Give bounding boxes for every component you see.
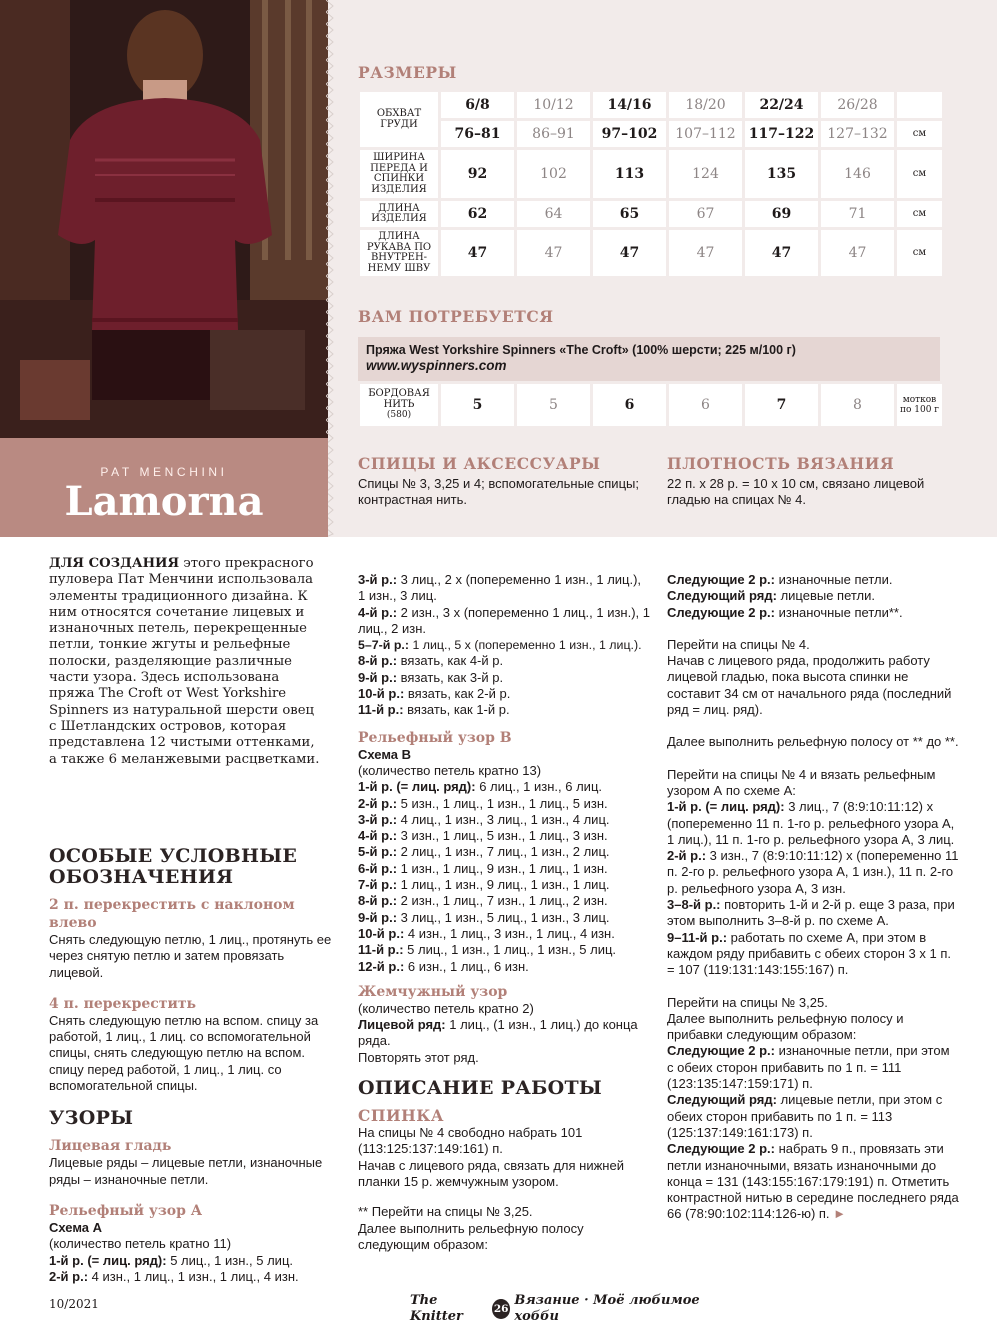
list-item: Следующий ряд: лицевые петли, при этом с обеих сторон прибавить по 1 п. = 113 (125:137:149:161:173) п. <box>667 1092 943 1140</box>
sizes-title: РАЗМЕРЫ <box>358 63 457 82</box>
materials-title: ВАМ ПОТРЕБУЕТСЯ <box>358 307 554 326</box>
table-cell: 65 <box>593 201 666 227</box>
seed-row: Лицевой ряд: 1 лиц., (1 изн., 1 лиц.) до конца ряда. <box>358 1017 638 1049</box>
table-cell: 47 <box>441 230 514 276</box>
stockinette-title: Лицевая гладь <box>49 1138 172 1155</box>
back-title: СПИНКА <box>358 1106 444 1126</box>
list-item: 12-й р.: 6 изн., 1 лиц., 6 изн. <box>358 958 529 974</box>
title-block <box>0 438 328 537</box>
yarn-color-name: БОРДОВАЯ НИТЬ <box>368 388 430 410</box>
c3-p3: Далее выполнить рельефную полосу от ** до **. <box>667 734 959 750</box>
list-item: 9-й р.: вязать, как 3-й р. <box>358 669 504 685</box>
size-label: 26/28 <box>821 92 894 118</box>
table-cell: 117–122 <box>745 121 818 147</box>
column-3 <box>667 572 959 1223</box>
list-item: 7-й р.: 1 лиц., 1 изн., 9 лиц., 1 изн., 1 лиц. <box>358 877 610 893</box>
table-cell: 47 <box>745 230 818 276</box>
needles-text: Спицы № 3, 3,25 и 4; вспомогательные спицы; контрастная нить. <box>358 476 639 508</box>
back-p1: На спицы № 4 свободно набрать 101 (113:125:137:149:161) п. <box>358 1125 583 1157</box>
back-p3: ** Перейти на спицы № 3,25. <box>358 1204 533 1220</box>
back-p2: Начав с лицевого ряда, связать для нижней планки 15 р. жемчужным узором. <box>358 1157 624 1189</box>
row-label: ШИРИНА ПЕРЕДА И СПИНКИ ИЗДЕЛИЯ <box>360 150 438 198</box>
seed-title: Жемчужный узор <box>358 983 508 1000</box>
footer-magazine <box>410 1293 730 1326</box>
c3-p1: Перейти на спицы № 4. <box>667 636 810 652</box>
row-label: ОБХВАТ ГРУДИ <box>360 92 438 147</box>
yarn-amount-table <box>357 381 945 429</box>
list-item: 5–7-й р.: 1 лиц., 5 х (попеременно 1 изн., 1 лиц.). <box>358 638 642 653</box>
list-item: 11-й р.: 5 лиц., 1 изн., 1 лиц., 1 изн., 5 лиц. <box>358 942 617 958</box>
list-item: 6-й р.: 1 изн., 1 лиц., 9 изн., 1 лиц., 1 изн. <box>358 860 608 876</box>
list-item: 11-й р.: вязать, как 1-й р. <box>358 702 510 718</box>
abbr-term: 4 п. перекрестить <box>49 995 197 1012</box>
table-row <box>360 384 942 426</box>
table-cell: 47 <box>593 230 666 276</box>
c3-p2: Начав с лицевого ряда, продолжить работу лицевой гладью, пока высота спинки не составит 34 см от начального ряда (последний ряд = лиц. ряд). <box>667 653 952 718</box>
back-p4: Далее выполнить рельефную полосу следующим образом: <box>358 1220 584 1252</box>
abbr-text: Снять следующую петлю на вспом. спицу за работой, 1 лиц., 1 лиц. со вспомогательной спицы, снять следующую петлю на вспом. спицу перед работой, 1 лиц., 1 лиц. со вспомогательной спицы. <box>49 1012 319 1094</box>
needles-title: СПИЦЫ И АКСЕССУАРЫ <box>358 454 601 473</box>
gauge-title: ПЛОТНОСТЬ ВЯЗАНИЯ <box>667 454 895 473</box>
table-cell: 47 <box>517 230 590 276</box>
yarn-url: www.wyspinners.com <box>366 358 507 373</box>
rib-a-multiple: (количество петель кратно 11) <box>49 1236 232 1252</box>
table-cell: 127–132 <box>821 121 894 147</box>
sizes-table <box>357 89 945 279</box>
table-cell: 107–112 <box>669 121 742 147</box>
table-cell: 5 <box>517 384 590 426</box>
list-item: Следующие 2 р.: набрать 9 п., провязать эти петли изнаночными, вязать изнаночными до конца = 131 (143:155:167:179:191) п. Отметить контрастной нитью в середине последнего ряда 66 (78:90:102:114:126-ю) п. ► <box>667 1141 959 1222</box>
rib-a-chart: Схема А <box>49 1219 103 1235</box>
issue-date: 10/2021 <box>49 1297 99 1311</box>
row-label: ДЛИНА РУКАВА ПО ВНУТРЕН-НЕМУ ШВУ <box>360 230 438 276</box>
gauge-text: 22 п. х 28 р. = 10 х 10 см, связано лицевой гладью на спицах № 4. <box>667 476 925 508</box>
table-cell: 47 <box>669 230 742 276</box>
rib-b-chart: Схема В <box>358 746 412 762</box>
sweater-illustration <box>0 0 328 438</box>
table-cell: 92 <box>441 150 514 198</box>
row-label: ДЛИНА ИЗДЕЛИЯ <box>360 201 438 227</box>
table-row <box>360 92 942 118</box>
stockinette-text: Лицевые ряды – лицевые петли, изнаночные ряды – изнаночные петли. <box>49 1155 323 1187</box>
table-row <box>360 150 942 198</box>
table-cell: 102 <box>517 150 590 198</box>
intro-lead: ДЛЯ СОЗДАНИЯ <box>49 556 180 571</box>
list-item: 10-й р.: 4 изн., 1 лиц., 3 изн., 1 лиц., 4 изн. <box>358 925 615 941</box>
list-item: 3–8-й р.: повторить 1-й и 2-й р. еще 3 раза, при этом выполнить 3–8-й р. по схеме А. <box>667 897 955 929</box>
c3-p4: Перейти на спицы № 4 и вязать рельефным узором А по схеме А: <box>667 766 936 798</box>
table-cell: 135 <box>745 150 818 198</box>
list-item: 2-й р.: 3 изн., 7 (8:9:10:11:12) х (попеременно 11 п. 2-го р. рельефного узора А, 1 изн.), 11 п. 2-го р. рельефного узора А, 3 изн. <box>667 848 959 896</box>
rib-b-title: Рельефный узор В <box>358 729 512 746</box>
yarn-unit: мотков по 100 г <box>897 384 942 426</box>
page-number: 26 <box>492 1299 510 1319</box>
magazine-subtitle: Вязание · Моё любимое хобби <box>514 1293 700 1325</box>
list-item: 1-й р. (= лиц. ряд): 6 лиц., 1 изн., 6 лиц. <box>358 779 603 795</box>
column-1 <box>49 846 341 1285</box>
magazine-name: The Knitter <box>410 1293 463 1325</box>
table-cell: 6 <box>593 384 666 426</box>
abbreviations-title: ОСОБЫЕ УСЛОВНЫЕ ОБОЗНАЧЕНИЯ <box>49 845 298 888</box>
table-cell: 69 <box>745 201 818 227</box>
size-label: 14/16 <box>593 92 666 118</box>
designer-name: PAT MENCHINI <box>100 465 228 479</box>
table-cell: 47 <box>821 230 894 276</box>
list-item: Следующие 2 р.: изнаночные петли**. <box>667 604 903 620</box>
list-item: 3-й р.: 3 лиц., 2 х (попеременно 1 изн., 1 лиц.), 1 изн., 3 лиц. <box>358 572 642 604</box>
abbr-text: Снять следующую петлю, 1 лиц., протянуть ее через снятую петлю и затем провязать лицевой. <box>49 932 332 980</box>
list-item: Следующий ряд: лицевые петли. <box>667 588 875 604</box>
yarn-color-code: (580) <box>386 410 412 421</box>
table-cell: 62 <box>441 201 514 227</box>
table-cell: 64 <box>517 201 590 227</box>
seed-multiple: (количество петель кратно 2) <box>358 1000 534 1016</box>
table-row <box>360 230 942 276</box>
table-cell: 71 <box>821 201 894 227</box>
table-cell: 146 <box>821 150 894 198</box>
instructions-title: ОПИСАНИЕ РАБОТЫ <box>358 1077 603 1100</box>
table-cell: 97–102 <box>593 121 666 147</box>
table-cell: 76–81 <box>441 121 514 147</box>
table-cell: 113 <box>593 150 666 198</box>
size-label: 6/8 <box>441 92 514 118</box>
column-2 <box>358 572 650 1253</box>
table-cell: 8 <box>821 384 894 426</box>
size-label: 22/24 <box>745 92 818 118</box>
list-item: 2-й р.: 5 изн., 1 лиц., 1 изн., 1 лиц., 5 изн. <box>358 795 608 811</box>
yarn-name: Пряжа West Yorkshire Spinners «The Croft» (100% шерсти; 225 м/100 г) <box>366 343 796 357</box>
model-photo <box>0 0 328 438</box>
decorative-zigzag-edge <box>326 0 340 537</box>
size-label: 18/20 <box>669 92 742 118</box>
c3-p5: Перейти на спицы № 3,25. <box>667 994 828 1010</box>
list-item: 10-й р.: вязать, как 2-й р. <box>358 686 511 702</box>
table-cell: 86–91 <box>517 121 590 147</box>
intro-text: этого прекрасного пуловера Пат Менчини использовала элементы традиционного дизайна. К ним относятся сочетание лицевых и изнаночных петель, перекрещенные петли, тонкие жгуты и рельефные полоски, разделяющие различные части узора. Здесь использована пряжа The Croft от West Yorkshire Spinners из натуральной шерсти овец с Шетландских островов, которая представлена 12 чистыми оттенками, а также 6 меланжевыми расцветками. <box>49 556 320 767</box>
continue-arrow-icon: ► <box>833 1206 847 1222</box>
table-cell: 67 <box>669 201 742 227</box>
list-item: 4-й р.: 2 изн., 3 х (попеременно 1 лиц., 1 изн.), 1 лиц., 2 изн. <box>358 604 650 636</box>
seed-repeat: Повторять этот ряд. <box>358 1049 479 1065</box>
unit-cell: см <box>897 201 942 227</box>
list-item: 2-й р.: 4 изн., 1 лиц., 1 изн., 1 лиц., 4 изн. <box>49 1268 299 1284</box>
yarn-info <box>358 337 940 381</box>
list-item: Следующие 2 р.: изнаночные петли. <box>667 572 893 587</box>
list-item: 5-й р.: 2 лиц., 1 изн., 7 лиц., 1 изн., 2 лиц. <box>358 844 610 860</box>
pattern-title: Lamorna <box>64 478 264 525</box>
size-label: 10/12 <box>517 92 590 118</box>
list-item: 1-й р. (= лиц. ряд): 5 лиц., 1 изн., 5 лиц. <box>49 1252 294 1268</box>
table-row <box>360 201 942 227</box>
list-item: 4-й р.: 3 изн., 1 лиц., 5 изн., 1 лиц., 3 изн. <box>358 828 608 844</box>
list-item: 9–11-й р.: работать по схеме А, при этом в каждом ряду прибавить с обеих сторон 3 х 1 п. = 107 (119:131:143:155:167) п. <box>667 929 951 978</box>
abbr-term: 2 п. перекрестить с наклоном влево <box>49 897 295 931</box>
list-item: 8-й р.: вязать, как 4-й р. <box>358 653 504 669</box>
unit-cell: см <box>897 150 942 198</box>
yarn-color-label <box>360 384 438 426</box>
unit-cell: см <box>897 121 942 147</box>
list-item: 3-й р.: 4 лиц., 1 изн., 3 лиц., 1 изн., 4 лиц. <box>358 811 610 827</box>
rib-a-title: Рельефный узор А <box>49 1202 203 1219</box>
rib-b-multiple: (количество петель кратно 13) <box>358 762 542 778</box>
patterns-title: УЗОРЫ <box>49 1107 134 1130</box>
table-cell: 6 <box>669 384 742 426</box>
unit-cell: см <box>897 230 942 276</box>
table-cell: 7 <box>745 384 818 426</box>
table-cell: 124 <box>669 150 742 198</box>
unit-cell-empty <box>897 92 942 118</box>
table-cell: 5 <box>441 384 514 426</box>
list-item: 9-й р.: 3 лиц., 1 изн., 5 лиц., 1 изн., 3 лиц. <box>358 909 610 925</box>
list-item: 1-й р. (= лиц. ряд): 3 лиц., 7 (8:9:10:11:12) х (попеременно 11 п. 1-го р. рельефного узора А, 1 лиц.), 11 п. 1-го р. рельефного узора А, 3 лиц. <box>667 799 955 847</box>
list-item: Следующие 2 р.: изнаночные петли, при этом с обеих сторон прибавить по 1 п. = 111 (123:135:147:159:171) п. <box>667 1043 950 1092</box>
intro-paragraph <box>49 556 324 768</box>
c3-p6: Далее выполнить рельефную полосу и прибавки следующим образом: <box>667 1010 904 1043</box>
list-item: 8-й р.: 2 изн., 1 лиц., 7 изн., 1 лиц., 2 изн. <box>358 893 608 909</box>
table-row <box>360 121 942 147</box>
